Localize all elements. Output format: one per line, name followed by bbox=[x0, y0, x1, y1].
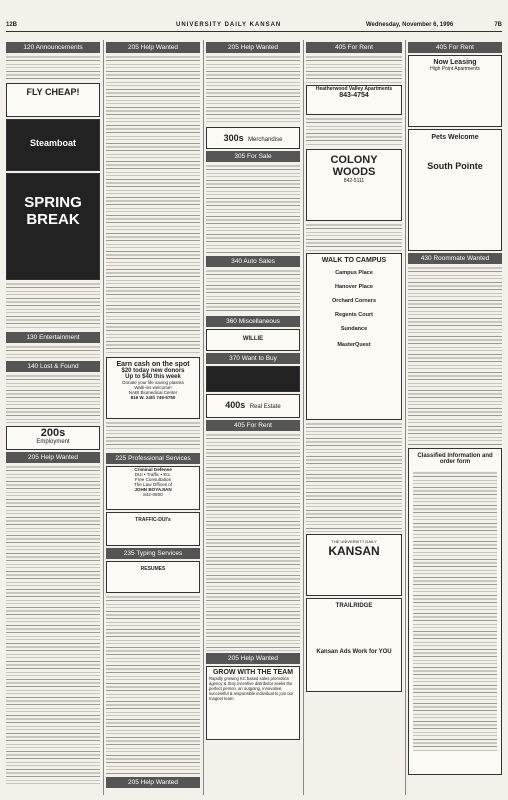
page-header bbox=[6, 20, 502, 32]
section-header: 405 For Rent bbox=[306, 42, 402, 53]
employment-banner: 200s Employment bbox=[6, 426, 100, 450]
merchandise-banner: 300s Merchandise bbox=[206, 127, 300, 149]
ad-masterquest: WALK TO CAMPUS Campus Place Hanover Place Orchard Corners Regents Court Sundance MasterQuest bbox=[306, 253, 402, 420]
section-header: 305 For Sale bbox=[206, 151, 300, 162]
section-header: 225 Professional Services bbox=[106, 453, 200, 464]
ad-resumes: RESUMES bbox=[106, 561, 200, 593]
real-estate-banner: 400s Real Estate bbox=[206, 394, 300, 418]
section-header: 130 Entertainment bbox=[6, 332, 100, 343]
ad-buy-sell bbox=[206, 366, 300, 392]
section-header: 205 Help Wanted bbox=[206, 42, 300, 53]
issue-date: Wednesday, November 6, 1996 bbox=[366, 22, 454, 28]
column-announcements bbox=[6, 40, 100, 795]
section-header: 430 Roommate Wanted bbox=[408, 253, 502, 264]
ad-high-point: Now Leasing High Point Apartments bbox=[408, 55, 502, 127]
section-header: 205 Help Wanted bbox=[106, 42, 200, 53]
ad-willie: WILLIE bbox=[206, 329, 300, 351]
column-help-wanted bbox=[106, 40, 200, 795]
ad-heatherwood: Heatherwood Valley Apartments 843-4754 bbox=[306, 85, 402, 115]
section-header: 205 Help Wanted bbox=[206, 653, 300, 664]
ad-grow: GROW WITH THE TEAM Rapidly growing KC based sales promotion agency & Stoy incentive distributor seeks the perfect person, an outgoing, innovative, successful & responsible individual to join our magnet team. bbox=[206, 666, 300, 740]
ad-steamboat: Steamboat bbox=[6, 119, 100, 171]
column-merchandise bbox=[206, 40, 300, 795]
paper-title: UNIVERSITY DAILY KANSAN bbox=[176, 22, 282, 28]
section-header: 140 Lost & Found bbox=[6, 361, 100, 372]
column-rent-roommate bbox=[408, 40, 502, 795]
ad-plasma: Earn cash on the spot $20 today new donors Up to $40 this week Donate your life saving plasma Walk-ins welcome! NABI Biomedical Center 816 W. 24th 749-5750 bbox=[106, 357, 200, 419]
page-number: 12B bbox=[6, 22, 18, 28]
section-header: 235 Typing Services bbox=[106, 548, 200, 559]
section-header: 370 Want to Buy bbox=[206, 353, 300, 364]
page-number-right: 7B bbox=[494, 22, 502, 28]
section-header: 360 Miscellaneous bbox=[206, 316, 300, 327]
section-header: 405 For Rent bbox=[206, 420, 300, 431]
section-header: 205 Help Wanted bbox=[106, 777, 200, 788]
section-header: 205 Help Wanted bbox=[6, 452, 100, 463]
ad-south-pointe: Pets Welcome South Pointe bbox=[408, 129, 502, 251]
ad-trailridge: TRAILRIDGE Kansan Ads Work for YOU bbox=[306, 598, 402, 692]
ad-colony-woods: COLONY WOODS 842-5111 bbox=[306, 149, 402, 221]
ad-spring-break: SPRING BREAK bbox=[6, 173, 100, 280]
column-for-rent bbox=[306, 40, 402, 795]
ad-criminal-defense: Criminal Defense DUI • Traffic • Etc. Free Consultation The Law Offices of JOHN BOYAJIAN 842-0800 bbox=[106, 466, 200, 510]
ad-udk: THE UNIVERSITY DAILY KANSAN bbox=[306, 534, 402, 596]
ad-fly-cheap: FLY CHEAP! bbox=[6, 83, 100, 117]
section-header: 340 Auto Sales bbox=[206, 256, 300, 267]
section-header: 120 Announcements bbox=[6, 42, 100, 53]
section-header: 405 For Rent bbox=[408, 42, 502, 53]
classified-order-form: Classified Information and order form bbox=[408, 448, 502, 775]
ad-traffic: TRAFFIC-DUI's bbox=[106, 512, 200, 546]
